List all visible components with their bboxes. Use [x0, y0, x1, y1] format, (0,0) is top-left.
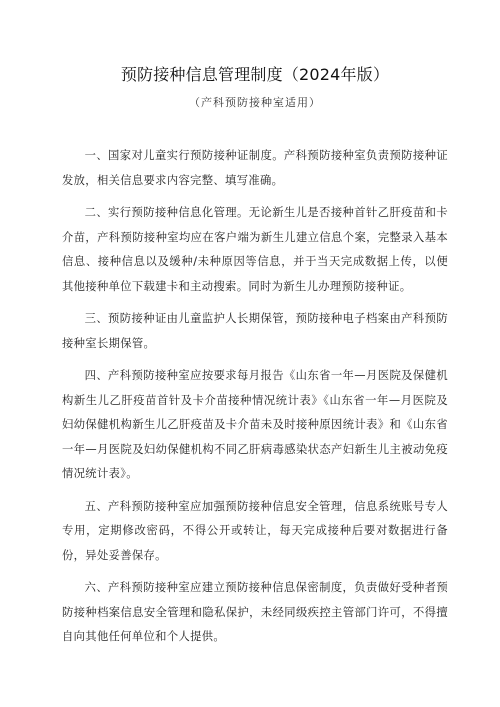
paragraph-6: 六、产科预防接种室应建立预防接种信息保密制度，负责做好受种者预防接种档案信息安全管理和隐私保护，未经同级疾控主管部门许可，不得擅自向其他任何单位和个人提供。	[62, 581, 448, 643]
paragraph-1: 一、国家对儿童实行预防接种证制度。产科预防接种室负责预防接种证发放，相关信息要求内容完整、填写准确。	[62, 149, 448, 187]
document-title: 预防接种信息管理制度（2024年版）	[120, 65, 390, 84]
paragraph-3: 三、预防接种证由儿童监护人长期保管，预防接种电子档案由产科预防接种室长期保管。	[62, 312, 448, 350]
paragraph-5: 五、产科预防接种室应加强预防接种信息安全管理，信息系统账号专人专用，定期修改密码，不得公开或转让，每天完成接种后要对数据进行备份，异处妥善保存。	[62, 499, 448, 562]
document-body	[62, 144, 448, 650]
document-subtitle: （产科预防接种室适用）	[189, 96, 321, 109]
paragraph-2: 二、实行预防接种信息化管理。无论新生儿是否接种首针乙肝疫苗和卡介苗，产科预防接种室均应在客户端为新生儿建立信息个案，完整录入基本信息、接种信息以及缓种/未种原因等信息，并于当天完成数据上传，以便其他接种单位下载建卡和主动搜索。同时为新生儿办理预防接种证。	[62, 206, 448, 293]
paragraph-4: 四、产科预防接种室应按要求每月报告《山东省一年—月医院及保健机构新生儿乙肝疫苗首针及卡介苗接种情况统计表》《山东省一年—月医院及妇幼保健机构新生儿乙肝疫苗及卡介苗未及时接种原因统计表》和《山东省一年—月医院及妇幼保健机构不同乙肝病毒感染状态产妇新生儿主被动免疫情况统计表》。	[62, 369, 448, 480]
